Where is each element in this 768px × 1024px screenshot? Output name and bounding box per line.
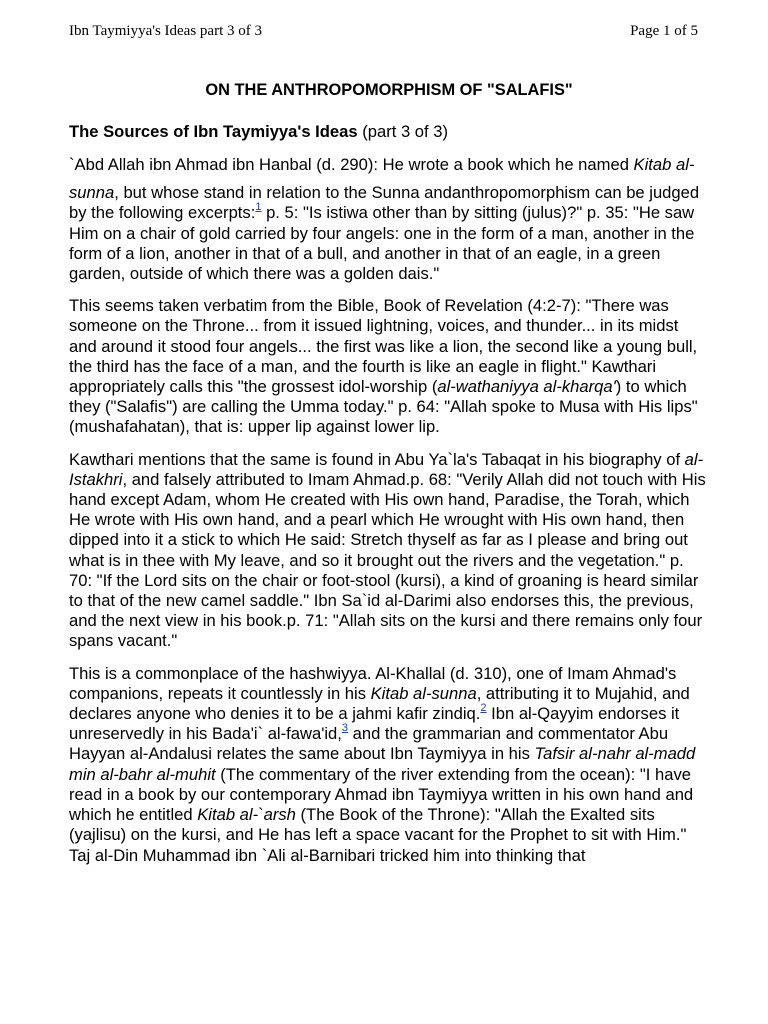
footnote-link-2[interactable]: 2	[480, 701, 487, 714]
text-span: p. 5: "Is istiwa other than by sitting (julus)?" p. 35: "He saw Him on a chair of gold carried by four angels: one in the form of a man, another in the form of a lion, another in that of a bull, and another in that of an eagle, in a green garden, outside of which there was a golden dais."	[69, 203, 695, 284]
text-span: `Abd Allah ibn Ahmad ibn Hanbal (d. 290): He wrote a book which he named	[69, 155, 634, 175]
footnote-link-3[interactable]: 3	[341, 721, 349, 734]
text-span: (The commentary of the river extending from the ocean): "I have read in a book by our contemporary Ahmad ibn Taymiyya written in his own hand and which he entitled	[69, 764, 694, 825]
paragraph-1	[69, 155, 709, 284]
paragraph-3	[69, 450, 709, 652]
text-span: , attributing it to Mujahid, and declares anyone who denies it to be a jahmi kafir zindiq.	[69, 683, 690, 724]
text-span: , but whose stand in relation to the Sunna and	[114, 183, 452, 203]
footnote-link-1[interactable]: 1	[255, 200, 262, 213]
italic-name: al-Istakhri	[69, 449, 704, 489]
page-number: Page 1 of 5	[630, 23, 698, 39]
text-span: This is a commonplace of the hashwiyya. Al-Khallal (d. 310), one of Imam Ahmad's companions, repeats it countlessly in his	[69, 663, 677, 703]
text-span: and the grammarian and commentator Abu Hayyan al-Andalusi relates the same about Ibn Taymiyya in his	[69, 724, 669, 764]
italic-title: Tafsir al-nahr al-madd min al-bahr al-muhit	[69, 744, 696, 784]
italic-term: al-wathaniyya al-kharqa'	[437, 377, 616, 397]
section-heading-part: (part 3 of 3)	[357, 122, 448, 141]
section-heading-bold: The Sources of Ibn Taymiyya's Ideas	[69, 122, 358, 141]
text-span: Kawthari mentions that the same is found in Abu Ya`la's Tabaqat in his biography of	[69, 449, 685, 469]
text-span: anthropomorphism can be judged by the following excerpts:	[69, 183, 700, 223]
paragraph-4	[69, 664, 709, 866]
running-header-title: Ibn Taymiyya's Ideas part 3 of 3	[69, 23, 262, 39]
document-body	[69, 80, 709, 866]
text-span: This seems taken verbatim from the Bible, Book of Revelation (4:2-7): "There was someone on the Throne... from it issued lightning, voices, and thunder... in its midst and around it stood four angels... the first was like a lion, the second like a young bull, the third has the face of a man, and the fourth is like an eagle in flight." Kawthari appropriately calls this "the grossest idol-worship (	[69, 296, 698, 397]
italic-title: Kitab al-sunna	[69, 155, 695, 203]
paragraph-2	[69, 296, 709, 437]
text-span: ) to which they ("Salafis") are calling the Umma today." p. 64: "Allah spoke to Musa with His lips" (mushafahatan), that is: upper lip against lower lip.	[69, 377, 698, 437]
text-span: Ibn al-Qayyim endorses it unreservedly in his Bada'i` al-fawa'id,	[69, 704, 680, 744]
page-title: ON THE ANTHROPOMORPHISM OF "SALAFIS"	[205, 81, 573, 99]
text-span: , and falsely attributed to Imam Ahmad.p. 68: "Verily Allah did not touch with His hand except Adam, whom He created with His own hand, Paradise, the Torah, which He wrote with His own hand, and a pearl which He wrought with His own hand, then dipped into it a stick to which He said: Stretch thyself as far as I please and bring out what is in thee with My leave, and so it brought out the rivers and the vegetation." p. 70: "If the Lord sits on the chair or foot-stool (kursi), a kind of groaning is heard similar to that of the new camel saddle." Ibn Sa`id al-Darimi also endorses this, the previous, and the next view in his book.p. 71: "Allah sits on the kursi and there remains only four spans vacant."	[69, 469, 706, 651]
text-span: (The Book of the Throne): "Allah the Exalted sits (yajlisu) on the kursi, and He has left a space vacant for the Prophet to sit with Him." Taj al-Din Muhammad ibn `Ali al-Barnibari tricked him into thinking that	[69, 805, 687, 865]
italic-title: Kitab al-sunna	[370, 683, 477, 703]
italic-title: Kitab al-`arsh	[197, 805, 296, 825]
section-heading	[69, 122, 709, 142]
